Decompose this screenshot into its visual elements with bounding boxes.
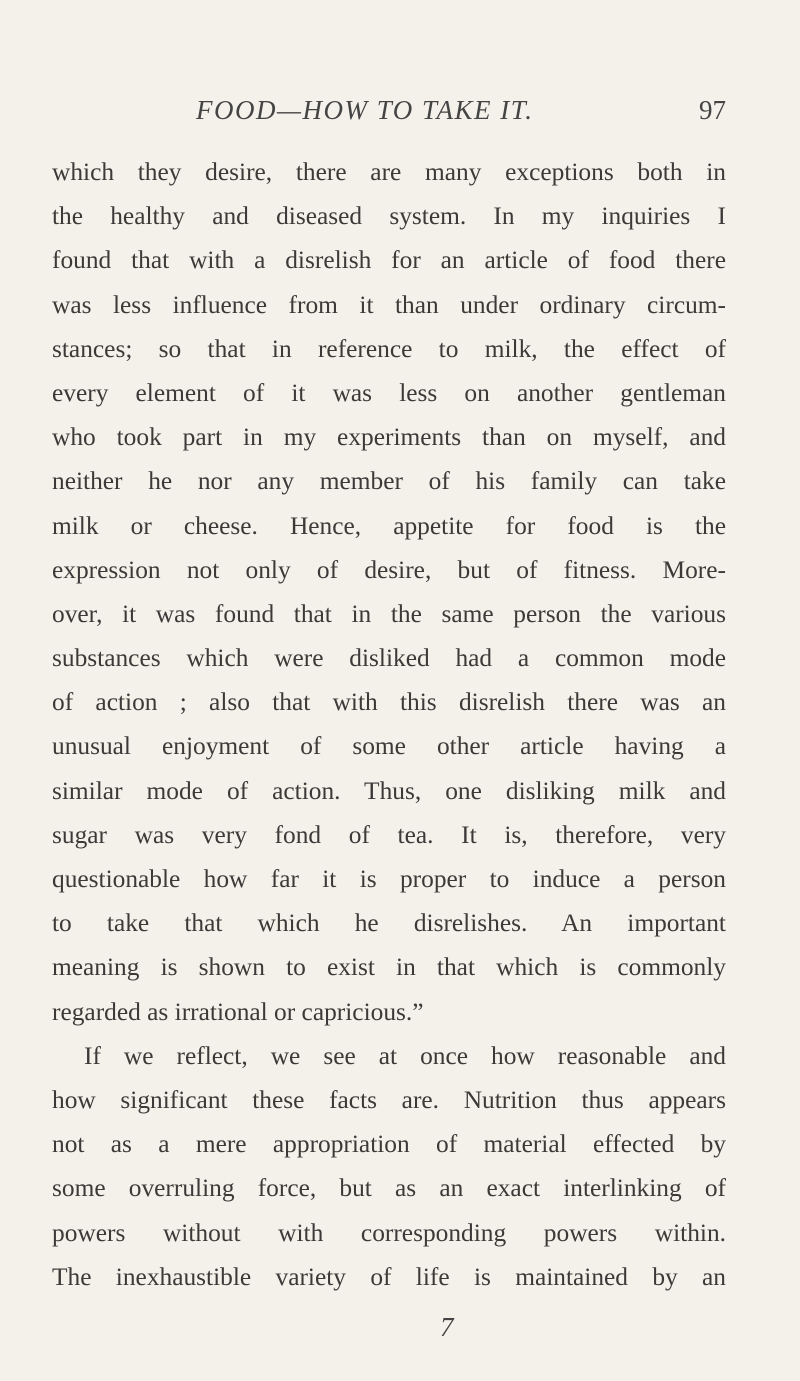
text-line: stances; so that in reference to milk, the effect of [52,334,726,363]
text-line: not as a mere appropriation of material effected by [52,1130,726,1159]
text-line: to take that which he disrelishes. An important [52,909,726,938]
body-text [52,150,726,1299]
text-line: sugar was very fond of tea. It is, therefore, very [52,820,726,849]
signature-mark: 7 [440,1312,454,1342]
text-line: some overruling force, but as an exact interlinking of [52,1174,726,1203]
text-line: The inexhaustible variety of life is maintained by an [52,1262,726,1291]
text-line: which they desire, there are many exceptions both in [52,158,726,186]
text-line: unusual enjoyment of some other article having a [52,732,726,761]
text-line: regarded as irrational or capricious.” [52,997,424,1026]
text-line: meaning is shown to exist in that which is commonly [52,953,726,982]
text-line: milk or cheese. Hence, appetite for food is the [52,511,726,540]
text-line: substances which were disliked had a common mode [52,644,726,673]
text-line: questionable how far it is proper to induce a person [52,865,726,893]
text-line: expression not only of desire, but of fitness. More- [52,555,726,584]
text-line: If we reflect, we see at once how reasonable and [84,1041,726,1070]
text-line: the healthy and diseased system. In my inquiries I [52,202,726,231]
text-line: who took part in my experiments than on myself, and [52,423,726,452]
text-line: neither he nor any member of his family can take [52,467,726,496]
text-line: was less influence from it than under ordinary circum- [52,290,726,319]
running-head [196,95,726,135]
running-title: FOOD—HOW TO TAKE IT. [196,95,534,125]
text-line: over, it was found that in the same person the various [52,599,726,628]
text-line: powers without with corresponding powers within. [52,1218,726,1247]
text-line: similar mode of action. Thus, one disliking milk and [52,776,726,805]
text-line: found that with a disrelish for an article of food there [52,246,726,275]
text-line: every element of it was less on another gentleman [52,378,726,407]
text-line: of action ; also that with this disrelish there was an [52,688,726,717]
text-line: how significant these facts are. Nutrition thus appears [52,1085,726,1114]
page-number: 97 [699,95,726,125]
